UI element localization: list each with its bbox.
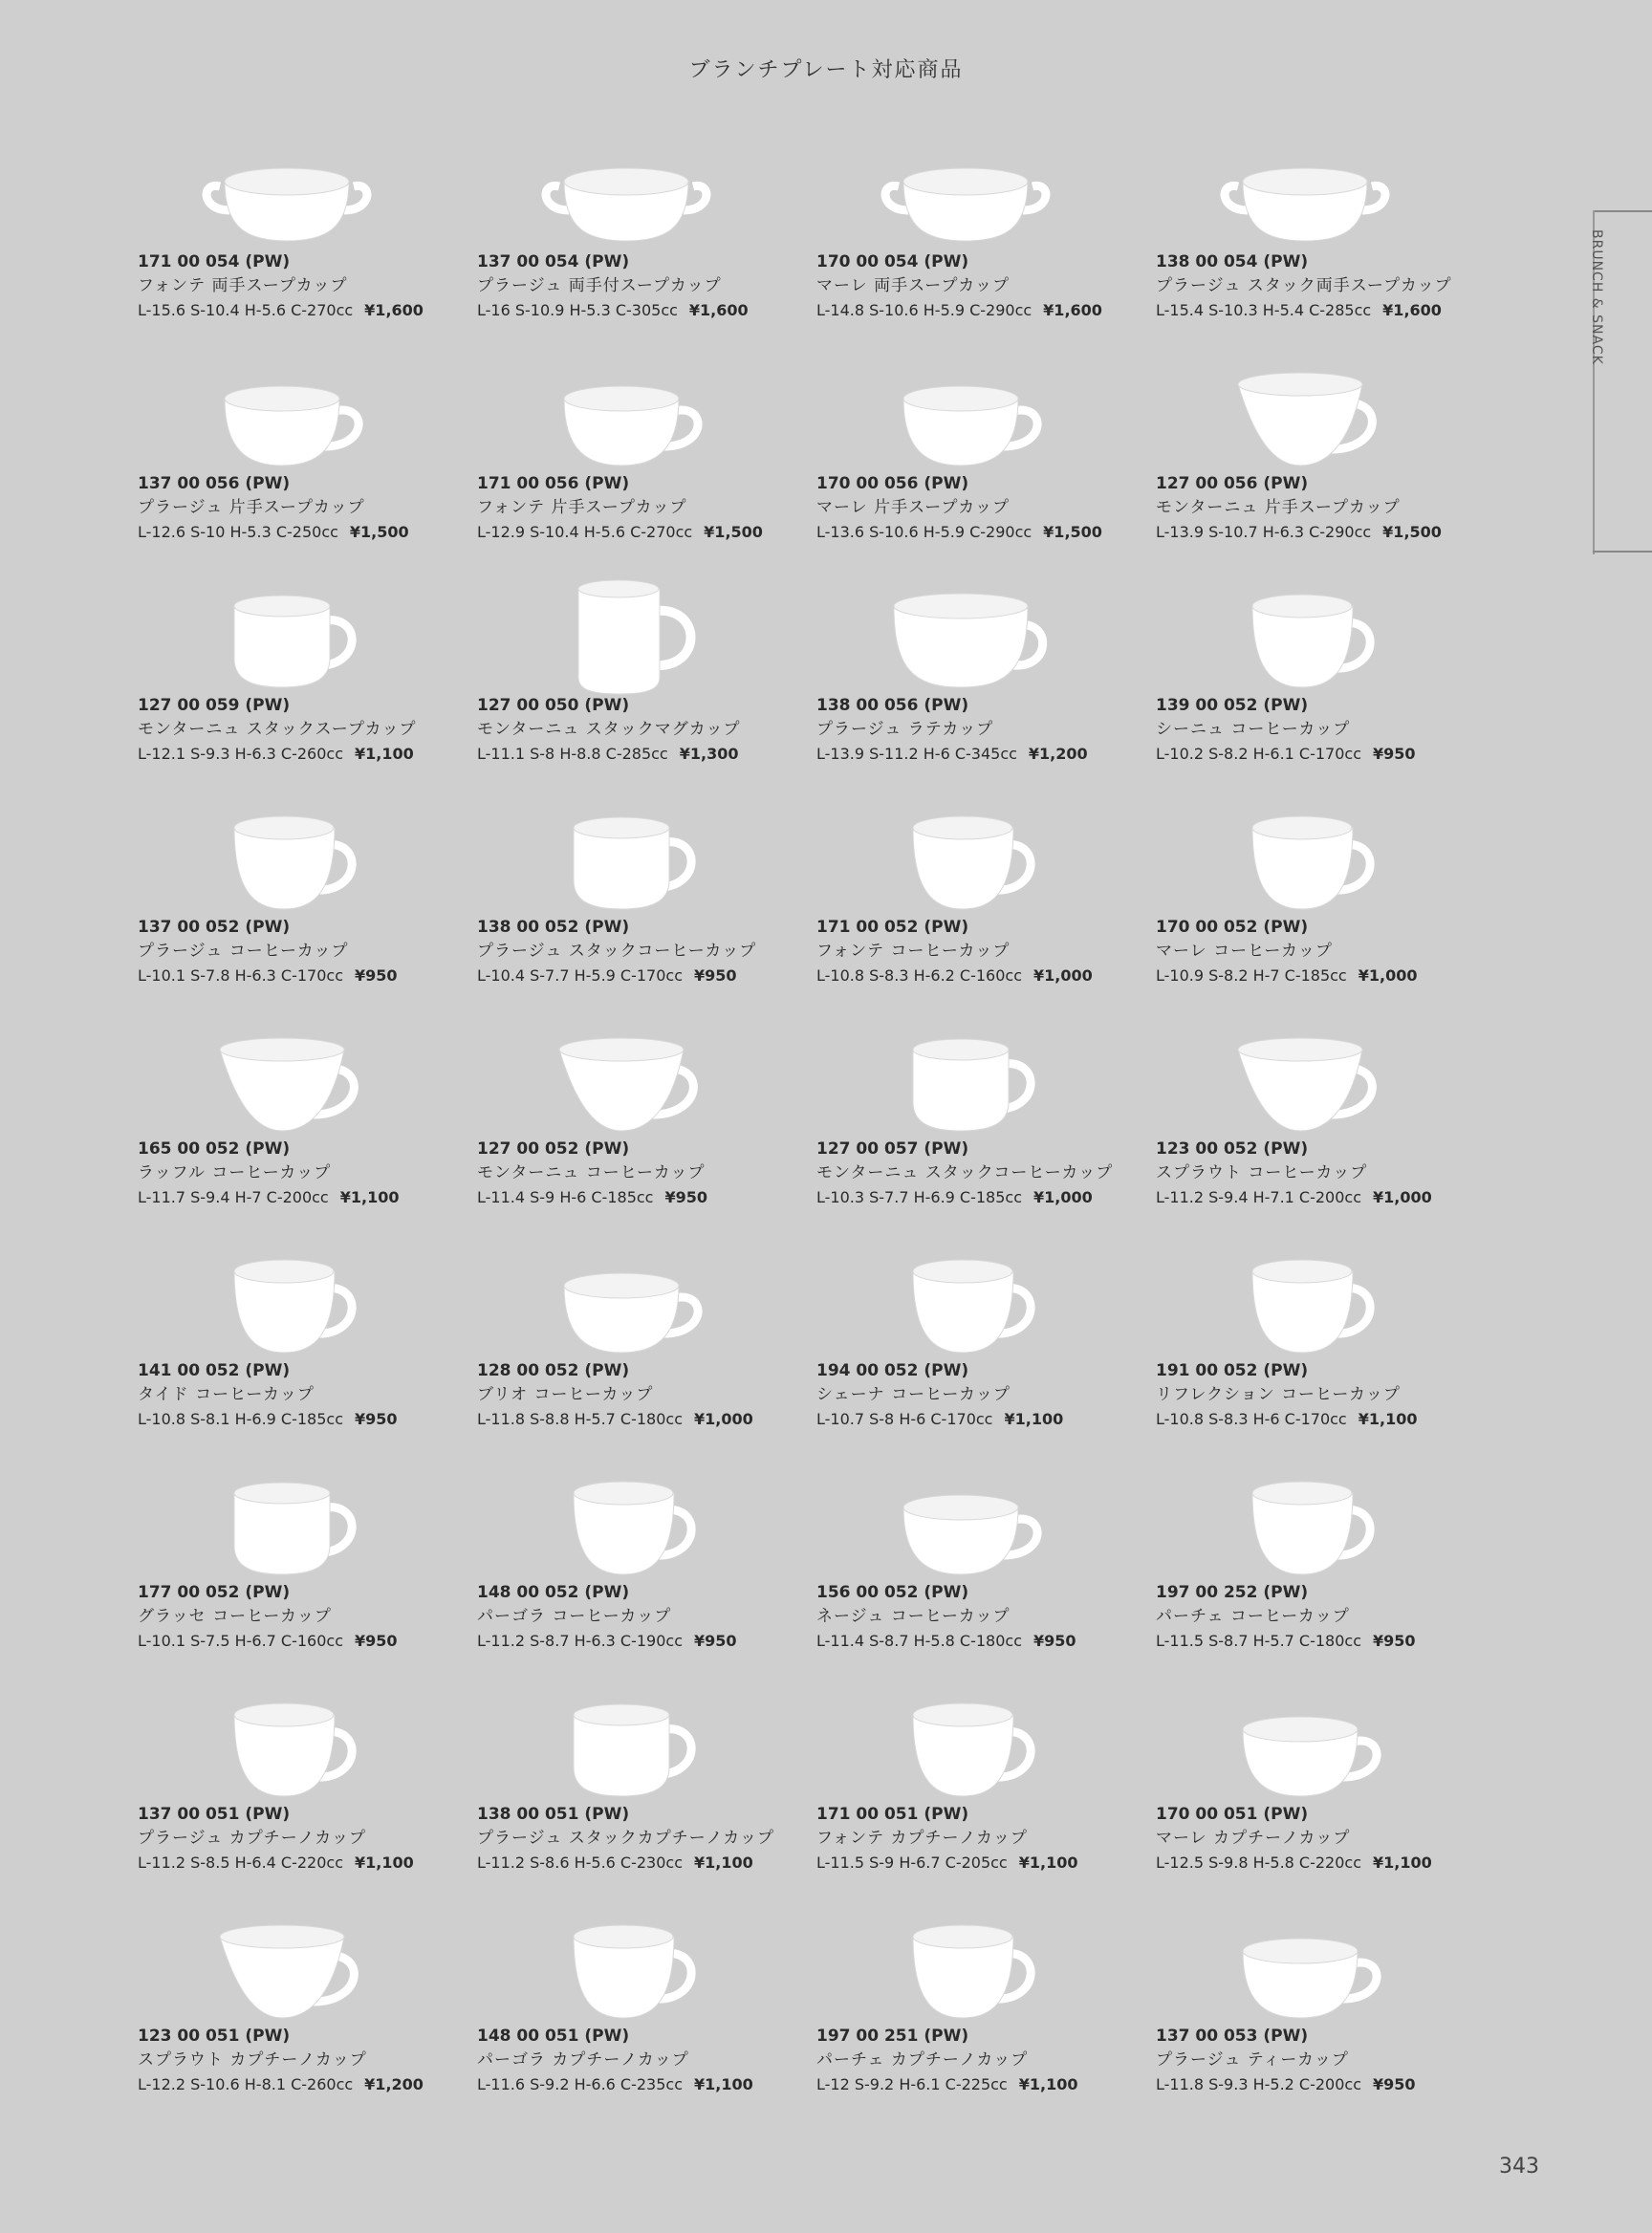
product-code: 194 00 052 (PW) (816, 1361, 969, 1380)
product-info (1156, 1359, 1417, 1431)
product-specs: L-11.2 S-9.4 H-7.1 C-200cc (1156, 1188, 1361, 1206)
product-spec-line (816, 1185, 1113, 1209)
product-price: ¥1,100 (1373, 1854, 1432, 1872)
product-name: パーチェ コーヒーカップ (1156, 1607, 1350, 1626)
section-side-label: BRUNCH & SNACK (1589, 229, 1604, 365)
product-item (813, 568, 1152, 790)
product-item (1152, 1233, 1491, 1455)
product-spec-line (1156, 1629, 1416, 1653)
product-specs: L-12.6 S-10 H-5.3 C-250cc (138, 523, 338, 541)
cup-image (531, 1464, 722, 1584)
product-price: ¥1,600 (1043, 301, 1102, 319)
page-number: 343 (1499, 2155, 1539, 2179)
product-price: ¥1,200 (364, 2075, 424, 2093)
cup-image (870, 1464, 1061, 1584)
product-name: プラージュ スタックカプチーノカップ (477, 1829, 775, 1848)
product-specs: L-10.8 S-8.1 H-6.9 C-185cc (138, 1410, 343, 1428)
product-name: パーゴラ コーヒーカップ (477, 1607, 672, 1626)
product-info (816, 1359, 1063, 1431)
product-info (477, 1803, 774, 1875)
product-code: 137 00 054 (PW) (477, 252, 630, 271)
product-info (477, 916, 756, 987)
product-spec-line (1156, 1185, 1432, 1209)
product-price: ¥950 (1373, 2075, 1416, 2093)
product-name: パーゴラ カプチーノカップ (477, 2050, 689, 2070)
product-name: リフレクション コーヒーカップ (1156, 1385, 1401, 1404)
product-code: 137 00 056 (PW) (138, 474, 291, 493)
cup-image (1209, 356, 1401, 475)
cup-image (191, 577, 382, 697)
product-code: 170 00 054 (PW) (816, 252, 969, 271)
cup-image (870, 1021, 1061, 1140)
product-code: 138 00 054 (PW) (1156, 252, 1309, 271)
product-spec-line (477, 298, 749, 322)
product-spec-line (138, 742, 417, 766)
product-info (477, 2025, 753, 2096)
cup-image (191, 1686, 382, 1806)
product-spec-line (816, 520, 1102, 544)
product-specs: L-11.2 S-8.5 H-6.4 C-220cc (138, 1854, 343, 1872)
product-specs: L-10.1 S-7.8 H-6.3 C-170cc (138, 966, 343, 985)
product-price: ¥1,000 (1358, 966, 1418, 985)
product-spec-line (816, 2072, 1077, 2096)
product-code: 128 00 052 (PW) (477, 1361, 630, 1380)
product-info (138, 1359, 398, 1431)
cup-image (191, 1021, 382, 1140)
product-price: ¥950 (1373, 745, 1416, 763)
product-name: モンターニュ コーヒーカップ (477, 1163, 706, 1182)
product-spec-line (816, 742, 1088, 766)
product-specs: L-11.5 S-9 H-6.7 C-205cc (816, 1854, 1008, 1872)
product-price: ¥1,200 (1028, 745, 1088, 763)
product-spec-line (477, 1407, 753, 1431)
product-price: ¥1,000 (1373, 1188, 1432, 1206)
product-info (816, 1138, 1113, 1209)
cup-image (531, 799, 722, 919)
product-item (813, 346, 1152, 568)
product-specs: L-10.7 S-8 H-6 C-170cc (816, 1410, 993, 1428)
product-spec-line (1156, 520, 1442, 544)
product-name: プラージュ スタックコーヒーカップ (477, 942, 757, 961)
cup-image (191, 356, 382, 475)
product-name: マーレ コーヒーカップ (1156, 942, 1333, 961)
side-divider-bottom (1593, 551, 1652, 553)
product-name: フォンテ 片手スープカップ (477, 498, 687, 517)
product-item (134, 568, 473, 790)
product-specs: L-10.2 S-8.2 H-6.1 C-170cc (1156, 745, 1361, 763)
product-code: 127 00 050 (PW) (477, 696, 630, 715)
product-item (473, 568, 813, 790)
product-item (134, 1677, 473, 1898)
product-price: ¥1,000 (694, 1410, 753, 1428)
product-specs: L-11.5 S-8.7 H-5.7 C-180cc (1156, 1632, 1361, 1650)
product-info (138, 2025, 424, 2096)
product-name: マーレ カプチーノカップ (1156, 1829, 1351, 1848)
product-spec-line (477, 520, 763, 544)
product-spec-line (477, 964, 756, 987)
product-code: 197 00 251 (PW) (816, 2027, 969, 2046)
product-price: ¥1,300 (679, 745, 739, 763)
product-specs: L-11.8 S-9.3 H-5.2 C-200cc (1156, 2075, 1361, 2093)
cup-image (870, 356, 1061, 475)
product-spec-line (816, 1629, 1076, 1653)
product-code: 137 00 051 (PW) (138, 1805, 291, 1824)
product-info (816, 250, 1102, 322)
product-item (1152, 1011, 1491, 1233)
product-item (134, 1011, 473, 1233)
product-specs: L-13.9 S-10.7 H-6.3 C-290cc (1156, 523, 1372, 541)
product-item (473, 1455, 813, 1677)
product-price: ¥1,600 (1382, 301, 1442, 319)
product-code: 156 00 052 (PW) (816, 1583, 969, 1602)
product-specs: L-11.2 S-8.6 H-5.6 C-230cc (477, 1854, 683, 1872)
product-name: マーレ 片手スープカップ (816, 498, 1011, 517)
cup-image (1209, 799, 1401, 919)
product-name: プラージュ ラテカップ (816, 720, 994, 739)
cup-image (870, 577, 1061, 697)
product-specs: L-12.1 S-9.3 H-6.3 C-260cc (138, 745, 343, 763)
page-title: ブランチプレート対応商品 (688, 58, 964, 82)
product-code: 138 00 052 (PW) (477, 918, 630, 937)
product-price: ¥1,500 (704, 523, 763, 541)
product-spec-line (138, 1629, 398, 1653)
product-specs: L-11.8 S-8.8 H-5.7 C-180cc (477, 1410, 683, 1428)
product-spec-line (1156, 2072, 1416, 2096)
cup-image (531, 1686, 722, 1806)
product-specs: L-10.3 S-7.7 H-6.9 C-185cc (816, 1188, 1022, 1206)
product-spec-line (1156, 742, 1416, 766)
product-code: 171 00 051 (PW) (816, 1805, 969, 1824)
product-code: 141 00 052 (PW) (138, 1361, 291, 1380)
product-item (813, 1898, 1152, 2120)
product-price: ¥950 (664, 1188, 707, 1206)
product-code: 127 00 056 (PW) (1156, 474, 1309, 493)
product-item (473, 1011, 813, 1233)
product-item (473, 346, 813, 568)
product-item (473, 790, 813, 1011)
product-info (1156, 2025, 1416, 2096)
cup-image (191, 1908, 382, 2027)
product-info (138, 694, 417, 766)
product-item (134, 790, 473, 1011)
product-info (1156, 916, 1417, 987)
product-item (473, 1898, 813, 2120)
cup-image (191, 1464, 382, 1584)
product-price: ¥950 (1373, 1632, 1416, 1650)
product-price: ¥1,100 (355, 745, 414, 763)
product-info (138, 1581, 398, 1653)
product-name: モンターニュ スタックスープカップ (138, 720, 417, 739)
product-code: 171 00 054 (PW) (138, 252, 291, 271)
product-name: プラージュ 片手スープカップ (138, 498, 365, 517)
product-name: フォンテ 両手スープカップ (138, 276, 348, 295)
product-info (816, 694, 1088, 766)
side-divider-top (1593, 210, 1652, 212)
product-name: フォンテ コーヒーカップ (816, 942, 1011, 961)
product-spec-line (1156, 1851, 1432, 1875)
product-name: モンターニュ 片手スープカップ (1156, 498, 1401, 517)
product-info (477, 250, 749, 322)
product-item (1152, 790, 1491, 1011)
product-item (813, 124, 1152, 346)
product-name: スプラウト カプチーノカップ (138, 2050, 367, 2070)
product-info (1156, 472, 1442, 544)
product-code: 165 00 052 (PW) (138, 1139, 291, 1159)
product-name: パーチェ カプチーノカップ (816, 2050, 1029, 2070)
product-specs: L-11.4 S-9 H-6 C-185cc (477, 1188, 654, 1206)
cup-image (870, 1908, 1061, 2027)
product-price: ¥1,500 (1382, 523, 1442, 541)
product-spec-line (477, 1629, 737, 1653)
product-item (473, 1233, 813, 1455)
cup-image (1209, 577, 1401, 697)
product-price: ¥950 (694, 1632, 737, 1650)
product-name: グラッセ コーヒーカップ (138, 1607, 332, 1626)
product-item (813, 1455, 1152, 1677)
product-price: ¥1,000 (1033, 966, 1093, 985)
product-code: 148 00 051 (PW) (477, 2027, 630, 2046)
product-item (1152, 1677, 1491, 1898)
product-specs: L-13.9 S-11.2 H-6 C-345cc (816, 745, 1017, 763)
product-name: モンターニュ スタックマグカップ (477, 720, 741, 739)
product-item (813, 1011, 1152, 1233)
product-price: ¥1,500 (349, 523, 409, 541)
product-info (138, 1803, 414, 1875)
product-specs: L-15.4 S-10.3 H-5.4 C-285cc (1156, 301, 1372, 319)
product-info (477, 1359, 753, 1431)
product-spec-line (1156, 964, 1417, 987)
product-name: ネージュ コーヒーカップ (816, 1607, 1011, 1626)
product-info (816, 916, 1093, 987)
product-info (1156, 1581, 1416, 1653)
product-price: ¥1,600 (688, 301, 749, 319)
cup-image (191, 134, 382, 253)
product-spec-line (816, 1851, 1077, 1875)
product-specs: L-11.4 S-8.7 H-5.8 C-180cc (816, 1632, 1022, 1650)
product-item (134, 1233, 473, 1455)
product-name: フォンテ カプチーノカップ (816, 1829, 1028, 1848)
cup-image (1209, 134, 1401, 253)
product-spec-line (138, 520, 409, 544)
product-spec-line (477, 2072, 753, 2096)
product-spec-line (138, 1851, 414, 1875)
product-price: ¥950 (694, 966, 737, 985)
product-specs: L-12.2 S-10.6 H-8.1 C-260cc (138, 2075, 354, 2093)
product-code: 127 00 057 (PW) (816, 1139, 969, 1159)
product-spec-line (477, 1185, 707, 1209)
product-specs: L-11.6 S-9.2 H-6.6 C-235cc (477, 2075, 683, 2093)
product-spec-line (138, 964, 398, 987)
product-name: プラージュ スタック両手スープカップ (1156, 276, 1452, 295)
product-name: タイド コーヒーカップ (138, 1385, 315, 1404)
product-item (813, 1677, 1152, 1898)
product-code: 138 00 051 (PW) (477, 1805, 630, 1824)
product-item (134, 346, 473, 568)
product-spec-line (477, 1851, 774, 1875)
cup-image (531, 1243, 722, 1362)
product-price: ¥950 (1033, 1632, 1076, 1650)
product-grid (134, 124, 1491, 2120)
product-info (1156, 1803, 1432, 1875)
product-specs: L-10.9 S-8.2 H-7 C-185cc (1156, 966, 1347, 985)
cup-image (1209, 1908, 1401, 2027)
product-info (138, 916, 398, 987)
cup-image (1209, 1021, 1401, 1140)
product-specs: L-11.7 S-9.4 H-7 C-200cc (138, 1188, 329, 1206)
product-name: マーレ 両手スープカップ (816, 276, 1011, 295)
product-price: ¥950 (355, 1410, 398, 1428)
product-price: ¥950 (355, 966, 398, 985)
product-name: シーニュ コーヒーカップ (1156, 720, 1351, 739)
product-spec-line (138, 2072, 424, 2096)
product-name: ブリオ コーヒーカップ (477, 1385, 654, 1404)
product-item (1152, 346, 1491, 568)
product-info (1156, 1138, 1432, 1209)
product-code: 170 00 056 (PW) (816, 474, 969, 493)
product-spec-line (1156, 1407, 1417, 1431)
cup-image (870, 1686, 1061, 1806)
product-info (816, 472, 1102, 544)
product-item (813, 1233, 1152, 1455)
product-code: 197 00 252 (PW) (1156, 1583, 1309, 1602)
product-code: 171 00 052 (PW) (816, 918, 969, 937)
product-info (1156, 250, 1452, 322)
product-spec-line (477, 742, 741, 766)
product-code: 191 00 052 (PW) (1156, 1361, 1309, 1380)
product-spec-line (816, 298, 1102, 322)
product-info (816, 2025, 1077, 2096)
product-name: モンターニュ スタックコーヒーカップ (816, 1163, 1114, 1182)
product-price: ¥1,100 (1018, 2075, 1078, 2093)
product-item (134, 124, 473, 346)
product-specs: L-12 S-9.2 H-6.1 C-225cc (816, 2075, 1008, 2093)
product-name: シェーナ コーヒーカップ (816, 1385, 1011, 1404)
cup-image (1209, 1464, 1401, 1584)
product-specs: L-10.1 S-7.5 H-6.7 C-160cc (138, 1632, 343, 1650)
cup-image (1209, 1243, 1401, 1362)
product-specs: L-10.8 S-8.3 H-6 C-170cc (1156, 1410, 1347, 1428)
cup-image (191, 799, 382, 919)
cup-image (531, 1021, 722, 1140)
product-name: ラッフル コーヒーカップ (138, 1163, 332, 1182)
product-code: 139 00 052 (PW) (1156, 696, 1309, 715)
product-info (477, 1138, 707, 1209)
product-item (813, 790, 1152, 1011)
cup-image (531, 577, 722, 697)
product-item (134, 1455, 473, 1677)
product-code: 137 00 053 (PW) (1156, 2027, 1309, 2046)
cup-image (870, 1243, 1061, 1362)
product-code: 123 00 051 (PW) (138, 2027, 291, 2046)
product-code: 127 00 052 (PW) (477, 1139, 630, 1159)
product-code: 171 00 056 (PW) (477, 474, 630, 493)
product-spec-line (1156, 298, 1452, 322)
product-code: 137 00 052 (PW) (138, 918, 291, 937)
product-name: プラージュ カプチーノカップ (138, 1829, 367, 1848)
product-spec-line (138, 1407, 398, 1431)
product-info (816, 1581, 1076, 1653)
product-price: ¥1,100 (694, 2075, 753, 2093)
product-info (138, 472, 409, 544)
product-specs: L-11.2 S-8.7 H-6.3 C-190cc (477, 1632, 683, 1650)
product-price: ¥1,100 (1358, 1410, 1418, 1428)
product-name: プラージュ ティーカップ (1156, 2050, 1349, 2070)
product-price: ¥1,100 (694, 1854, 753, 1872)
product-specs: L-12.5 S-9.8 H-5.8 C-220cc (1156, 1854, 1361, 1872)
product-info (1156, 694, 1416, 766)
cup-image (870, 134, 1061, 253)
product-info (138, 1138, 399, 1209)
product-specs: L-12.9 S-10.4 H-5.6 C-270cc (477, 523, 693, 541)
product-item (473, 1677, 813, 1898)
product-price: ¥1,100 (1004, 1410, 1064, 1428)
product-item (1152, 124, 1491, 346)
product-code: 123 00 052 (PW) (1156, 1139, 1309, 1159)
product-specs: L-11.1 S-8 H-8.8 C-285cc (477, 745, 668, 763)
product-price: ¥1,100 (339, 1188, 400, 1206)
product-price: ¥950 (355, 1632, 398, 1650)
product-info (138, 250, 424, 322)
product-name: プラージュ 両手付スープカップ (477, 276, 722, 295)
product-specs: L-15.6 S-10.4 H-5.6 C-270cc (138, 301, 354, 319)
product-price: ¥1,000 (1033, 1188, 1093, 1206)
product-info (477, 694, 741, 766)
product-price: ¥1,100 (1018, 1854, 1078, 1872)
product-price: ¥1,600 (364, 301, 424, 319)
product-code: 138 00 056 (PW) (816, 696, 969, 715)
product-code: 170 00 052 (PW) (1156, 918, 1309, 937)
product-info (816, 1803, 1077, 1875)
product-specs: L-16 S-10.9 H-5.3 C-305cc (477, 301, 678, 319)
product-price: ¥1,500 (1043, 523, 1102, 541)
product-item (134, 1898, 473, 2120)
product-spec-line (816, 1407, 1063, 1431)
product-name: スプラウト コーヒーカップ (1156, 1163, 1368, 1182)
product-info (477, 472, 763, 544)
product-item (1152, 568, 1491, 790)
cup-image (531, 356, 722, 475)
product-code: 170 00 051 (PW) (1156, 1805, 1309, 1824)
product-code: 177 00 052 (PW) (138, 1583, 291, 1602)
cup-image (191, 1243, 382, 1362)
product-item (1152, 1455, 1491, 1677)
product-name: プラージュ コーヒーカップ (138, 942, 349, 961)
product-specs: L-13.6 S-10.6 H-5.9 C-290cc (816, 523, 1032, 541)
product-spec-line (138, 298, 424, 322)
product-spec-line (816, 964, 1093, 987)
product-item (473, 124, 813, 346)
cup-image (1209, 1686, 1401, 1806)
product-specs: L-10.8 S-8.3 H-6.2 C-160cc (816, 966, 1022, 985)
cup-image (531, 134, 722, 253)
product-code: 127 00 059 (PW) (138, 696, 291, 715)
cup-image (870, 799, 1061, 919)
product-spec-line (138, 1185, 399, 1209)
product-code: 148 00 052 (PW) (477, 1583, 630, 1602)
product-specs: L-10.4 S-7.7 H-5.9 C-170cc (477, 966, 683, 985)
cup-image (531, 1908, 722, 2027)
product-info (477, 1581, 737, 1653)
product-item (1152, 1898, 1491, 2120)
product-specs: L-14.8 S-10.6 H-5.9 C-290cc (816, 301, 1032, 319)
product-price: ¥1,100 (355, 1854, 414, 1872)
